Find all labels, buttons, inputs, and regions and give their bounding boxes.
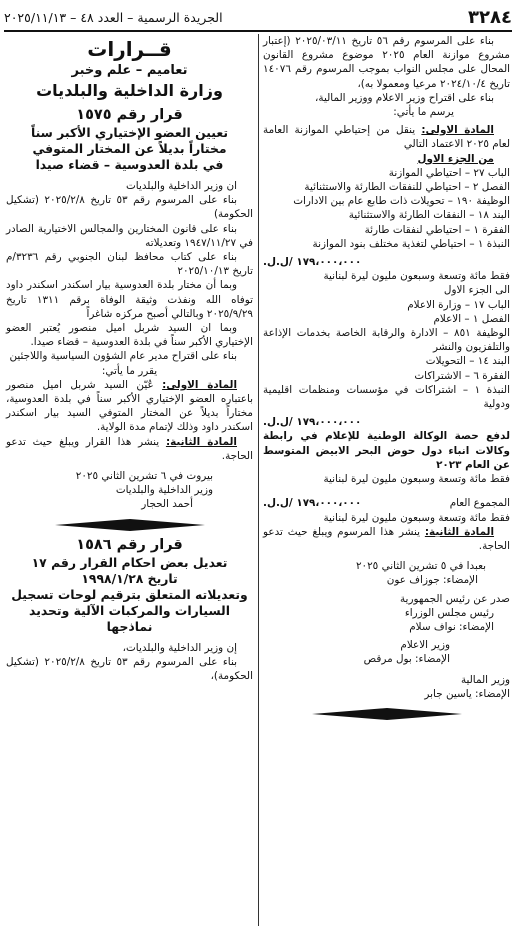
- column-divider: [258, 34, 259, 926]
- total-amount: ١٧٩،٠٠٠،٠٠٠: [296, 497, 362, 510]
- pm-title: رئيس مجلس الوزراء: [404, 606, 494, 619]
- d1-date: بيروت في ٦ تشرين الثاني ٢٠٢٥: [75, 470, 213, 483]
- dest-line: البند ١٤ – التحويلات: [425, 355, 510, 368]
- dest-line: الباب ١٧ – وزارة الاعلام: [407, 298, 510, 311]
- d1-article-1-label: المادة الاولى:: [162, 378, 238, 391]
- d1-article-2-text: ينشر هذا القرار ويبلغ حيث تدعو الحاجة.: [6, 435, 253, 462]
- d1-decides: يقرر ما يأتي:: [101, 364, 158, 377]
- to-part: الى الجزء الاول: [443, 284, 510, 297]
- decision-1-title-line: مختاراً بديلاً عن المختار المتوفي: [32, 141, 227, 156]
- d1-article-2-label: المادة الثانية:: [165, 435, 237, 448]
- signature-pm: الإمضاء: نواف سلام: [409, 620, 494, 633]
- d1-minister-name: أحمد الحجار: [141, 498, 193, 511]
- article-2-label: المادة الثانية:: [424, 525, 495, 538]
- currency: /ل.ل.: [263, 416, 293, 429]
- amount-1: [263, 255, 510, 269]
- decree-proposal: بناء على اقتراح وزير الاعلام ووزير المالية،: [315, 91, 494, 104]
- section-subtitle: تعاميم – علم وخبر: [71, 63, 188, 78]
- amount-1-value: ١٧٩،٠٠٠،٠٠٠: [296, 256, 362, 269]
- decision-2-title-line: وتعديلاته المتعلق بترقيم لوحات تسجيل: [11, 586, 248, 602]
- d1-clause: بناء على المرسوم رقم ٥٣ تاريخ ٢٠٢٥/٢/٨ (تشكيل الحكومة): [6, 194, 253, 221]
- finance-minister: وزير المالية: [460, 673, 510, 686]
- section-ornament: [55, 518, 205, 532]
- decree-enact: يرسم ما يأتي:: [393, 106, 454, 119]
- dest-line: الفصل ١ – الاعلام: [433, 312, 510, 325]
- dest-line: النبذة ١ – اشتراكات في مؤسسات ومنظمات اقليمية ودولية: [263, 383, 510, 411]
- signature-president: الإمضاء: جوزاف عون: [386, 574, 478, 587]
- d1-article-2: [6, 435, 253, 463]
- source-line: الفقرة ١ – احتياطي لنفقات طارئة: [364, 223, 510, 236]
- total-row: [263, 496, 510, 510]
- amount-1-words: فقط مائة وتسعة وسبعون مليون ليرة لبنانية: [323, 270, 510, 283]
- source-lines: [263, 166, 510, 251]
- article-1-label: المادة الاولى:: [421, 124, 494, 137]
- total-words: فقط مائة وتسعة وسبعون مليون ليرة لبنانية: [323, 511, 510, 524]
- page-number: ٣٢٨٤: [468, 6, 512, 28]
- d1-clause: بناء على كتاب محافظ لبنان الجنوبي رقم ٣٢٣٦/م تاريخ ٢٠٢٥/١٠/١٣: [6, 251, 253, 278]
- article-1: [263, 123, 510, 151]
- article-2-text: ينشر هذا المرسوم ويبلغ حيث تدعو الحاجة.: [263, 525, 510, 552]
- amount-2: [263, 415, 510, 429]
- d2-intro: إن وزير الداخلية والبلديات،: [122, 641, 237, 654]
- d1-minister-title: وزير الداخلية والبلديات: [115, 484, 213, 497]
- ministry-title: وزارة الداخلية والبلديات: [36, 81, 223, 100]
- issued-by: صدر عن رئيس الجمهورية: [399, 592, 510, 605]
- amount-2-value: ١٧٩،٠٠٠،٠٠٠: [296, 416, 362, 429]
- date-place: بعبدا في ٥ تشرين الثاني ٢٠٢٥: [355, 560, 486, 573]
- right-column: [263, 34, 510, 930]
- d2-clause: بناء على المرسوم رقم ٥٣ تاريخ ٢٠٢٥/٢/٨ (تشكيل الحكومة)،: [6, 655, 253, 683]
- source-line: الوظيفة ١٩٠ – تحويلات ذات طابع عام بين الادارات: [293, 195, 510, 208]
- decision-1-title: [6, 125, 253, 173]
- header-rule: [4, 30, 512, 32]
- d1-clause: بناء على قانون المختارين والمجالس الاختيارية الصادر في ١٩٤٧/١١/٢٧ وتعديلاته: [6, 222, 253, 249]
- article-1-text: ينقل من إحتياطي الموازنة العامة لعام ٢٠٢٥ الاعتماد التالي: [263, 124, 510, 151]
- decision-1-number: قرار رقم ١٥٧٥: [76, 107, 183, 123]
- signature-info: الإمضاء: بول مرقص: [363, 653, 450, 666]
- decision-1-title-line: في بلدة العدوسية – قضاء صيدا: [35, 157, 224, 172]
- d1-clause: وبما ان السيد شربل اميل منصور يُعتبر العضو الإختياري الأكبر سناً في بلدة العدوسية – قضاء صيدا.: [6, 322, 253, 349]
- source-line: النبذة ١ – احتياطي لتغذية مختلف بنود الموازنة: [312, 237, 510, 250]
- left-column: [6, 34, 253, 930]
- decree-preamble: بناء على المرسوم رقم ٥٦ تاريخ ٢٠٢٥/٠٣/١١ (إعتبار مشروع موازنة العام ٢٠٢٥ موضوع مشروع القانون المحال على مجلس النواب بموجب المرسوم رقم ١٤٠٧٦ تاريخ ٢٠٢٤/١٠/٤ مرعيا ومعمولا به)،: [263, 35, 510, 90]
- gazette-info: الجريدة الرسمية – العدد ٤٨ – ٢٠٢٥/١١/١٣: [4, 9, 223, 25]
- total-label: المجموع العام: [449, 497, 510, 510]
- signature-finance: الإمضاء: ياسين جابر: [424, 687, 510, 700]
- d1-intro: ان وزير الداخلية والبلديات: [126, 180, 237, 192]
- d1-clause: بناء على اقتراح مدير عام الشؤون السياسية واللاجئين: [9, 350, 237, 363]
- section-title: قــرارات: [87, 37, 172, 61]
- d1-clause: وبما أن مختار بلدة العدوسية بيار اسكندر اسكندر داود توفاه الله ونفذت وثيقة الوفاة برقم ١٣١١ تاريخ ٢٠٢٥/٩/٢٩ وبالتالي أصبح مركزه شاغراً: [6, 279, 254, 320]
- decision-2-title-line: السيارات والمركبات الآلية وتحديد نماذجها: [29, 602, 230, 634]
- dest-line: الوظيفة ٨٥١ – الادارة والرقابة الخاصة بخدمات الإذاعة والتلفزيون والنشر: [263, 327, 510, 354]
- from-part: من الجزء الاول: [417, 152, 494, 165]
- amount-2-words: فقط مائة وتسعة وسبعون مليون ليرة لبنانية: [323, 473, 510, 486]
- source-line: الفصل ٢ – احتياطي للنفقات الطارئة والاستثنائية: [304, 181, 510, 194]
- dest-line: الفقرة ٦ – الاشتراكات: [414, 369, 510, 382]
- purpose: لدفع حصة الوكالة الوطنية للإعلام في رابطة وكالات انباء دول حوض البحر الابيض المتوسط عن العام ٢٠٢٣: [263, 430, 510, 471]
- source-line: البند ١٨ – النفقات الطارئة والاستثنائية: [348, 209, 510, 222]
- end-ornament: [312, 707, 462, 721]
- d1-article-1-text: عُيّن السيد شربل اميل منصور باعتباره العضو الإختياري الأكبر سناً في بلدة العدوسية، مختاراً بديلاً عن المختار المتوفي السيد بيار اسكندر اسكندر داود وذلك لإتمام مدة الولاية.: [6, 378, 253, 434]
- decision-2-title: [6, 555, 253, 635]
- decision-2-title-line: تاريخ ١٩٩٨/١/٢٨: [81, 570, 178, 586]
- currency: /ل.ل.: [263, 497, 293, 510]
- d1-article-1: [6, 378, 253, 435]
- destination-lines: [263, 298, 510, 412]
- decision-1-title-line: تعيين العضو الإختياري الأكبر سناً: [30, 125, 229, 140]
- decision-2-number: قرار رقم ١٥٨٦: [76, 536, 183, 553]
- source-line: الباب ٢٧ – احتياطي الموازنة: [388, 166, 510, 179]
- currency: /ل.ل.: [263, 256, 293, 269]
- info-minister: وزير الاعلام: [400, 639, 450, 652]
- decision-2-title-line: تعديل بعض احكام القرار رقم ١٧: [31, 554, 228, 570]
- article-2: [263, 525, 510, 553]
- page-header: [4, 6, 512, 28]
